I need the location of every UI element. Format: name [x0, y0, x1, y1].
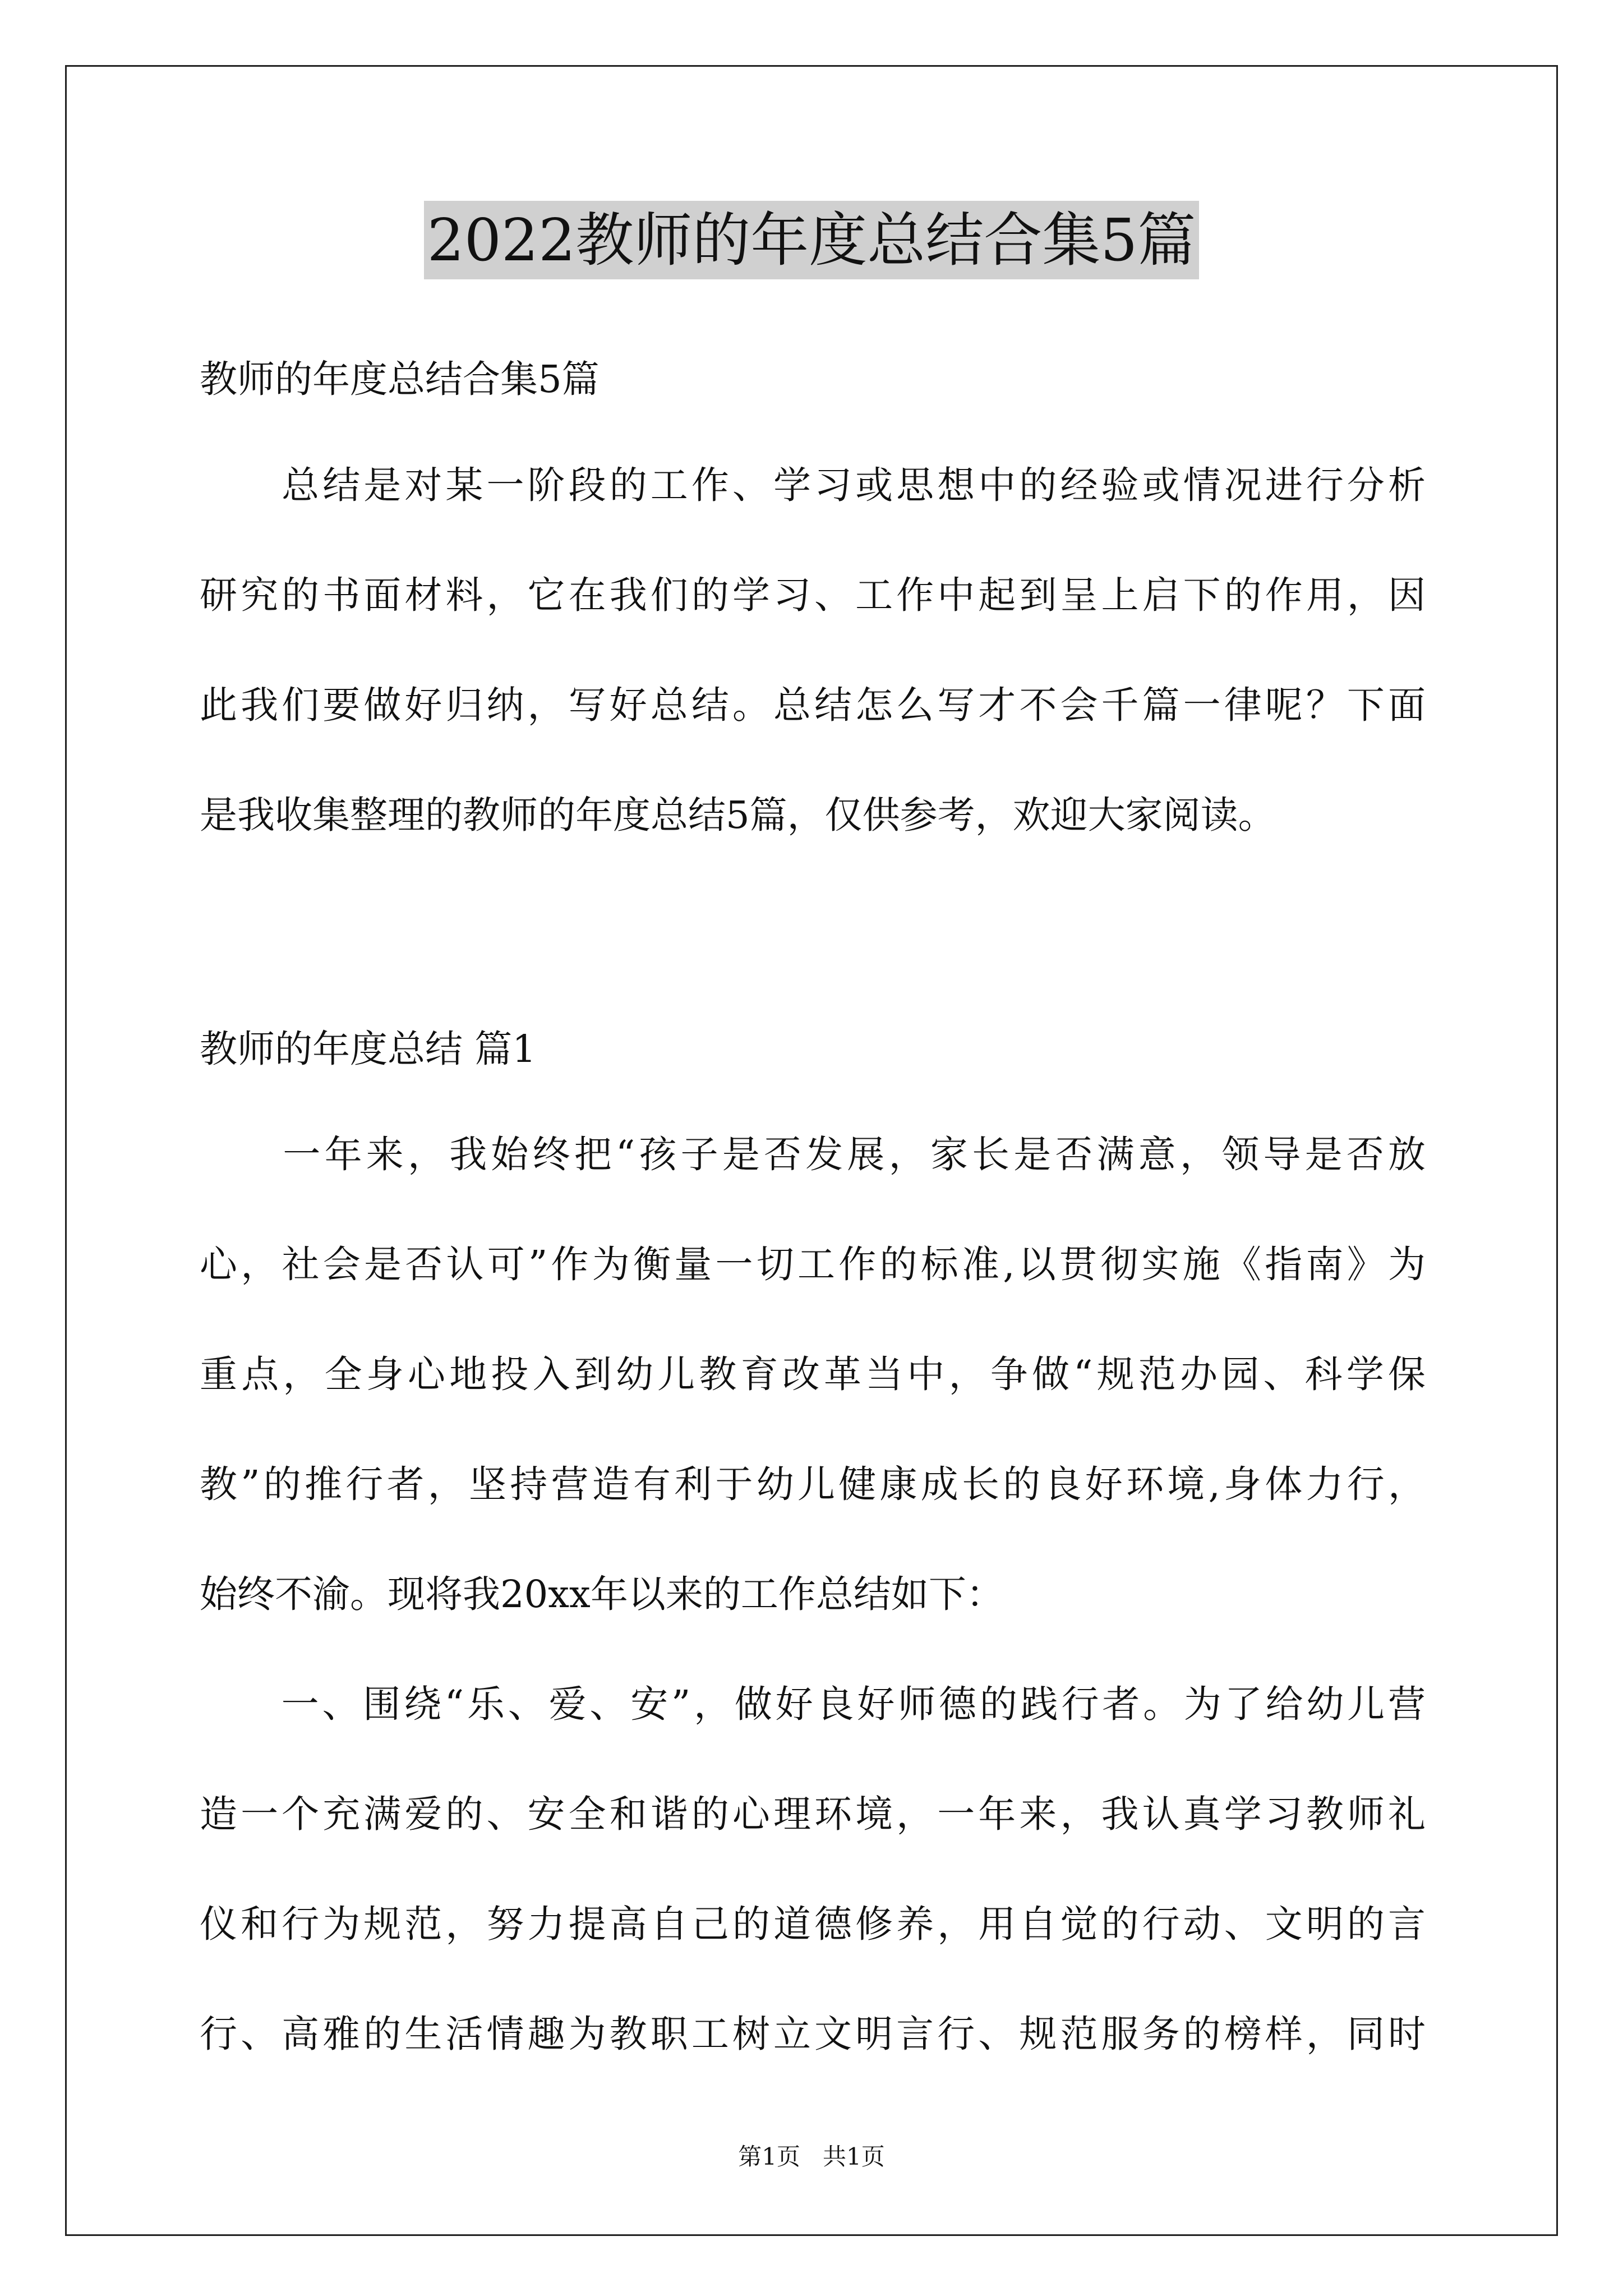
section-para2-line-4: 行、高雅的生活情趣为教职工树立文明言行、规范服务的榜样，同时 [200, 2012, 1426, 2056]
page-footer: 第1页 共1页 [738, 2143, 885, 2170]
intro-line-3: 此我们要做好归纳，写好总结。总结怎么写才不会千篇一律呢？下面 [200, 683, 1426, 727]
section-para2-line-3: 仪和行为规范，努力提高自己的道德修养，用自觉的行动、文明的言 [200, 1902, 1426, 1946]
section-para2-line-1: 一、围绕“乐、爱、安”，做好良好师德的践行者。为了给幼儿营 [200, 1682, 1426, 1726]
section-heading: 教师的年度总结 篇1 [200, 1027, 536, 1071]
intro-line-4: 是我收集整理的教师的年度总结5篇，仅供参考，欢迎大家阅读。 [200, 793, 1276, 837]
section-para1-line-1: 一年来，我始终把“孩子是否发展，家长是否满意，领导是否放 [200, 1133, 1426, 1176]
section-para1-line-5: 始终不渝。现将我20xx年以来的工作总结如下： [200, 1572, 1004, 1616]
intro-line-2: 研究的书面材料，它在我们的学习、工作中起到呈上启下的作用，因 [200, 573, 1426, 617]
section-para1-line-4: 教”的推行者，坚持营造有利于幼儿健康成长的良好环境,身体力行， [200, 1462, 1426, 1506]
document-title: 2022教师的年度总结合集5篇 [424, 201, 1200, 279]
section-para1-line-2: 心，社会是否认可”作为衡量一切工作的标准,以贯彻实施《指南》为 [200, 1243, 1426, 1286]
title-container [0, 201, 1623, 279]
section-para2-line-2: 造一个充满爱的、安全和谐的心理环境，一年来，我认真学习教师礼 [200, 1792, 1426, 1836]
section-para1-line-3: 重点，全身心地投入到幼儿教育改革当中，争做“规范办园、科学保 [200, 1352, 1426, 1396]
intro-line-1: 总结是对某一阶段的工作、学习或思想中的经验或情况进行分析 [200, 463, 1426, 507]
document-subtitle: 教师的年度总结合集5篇 [200, 357, 600, 401]
